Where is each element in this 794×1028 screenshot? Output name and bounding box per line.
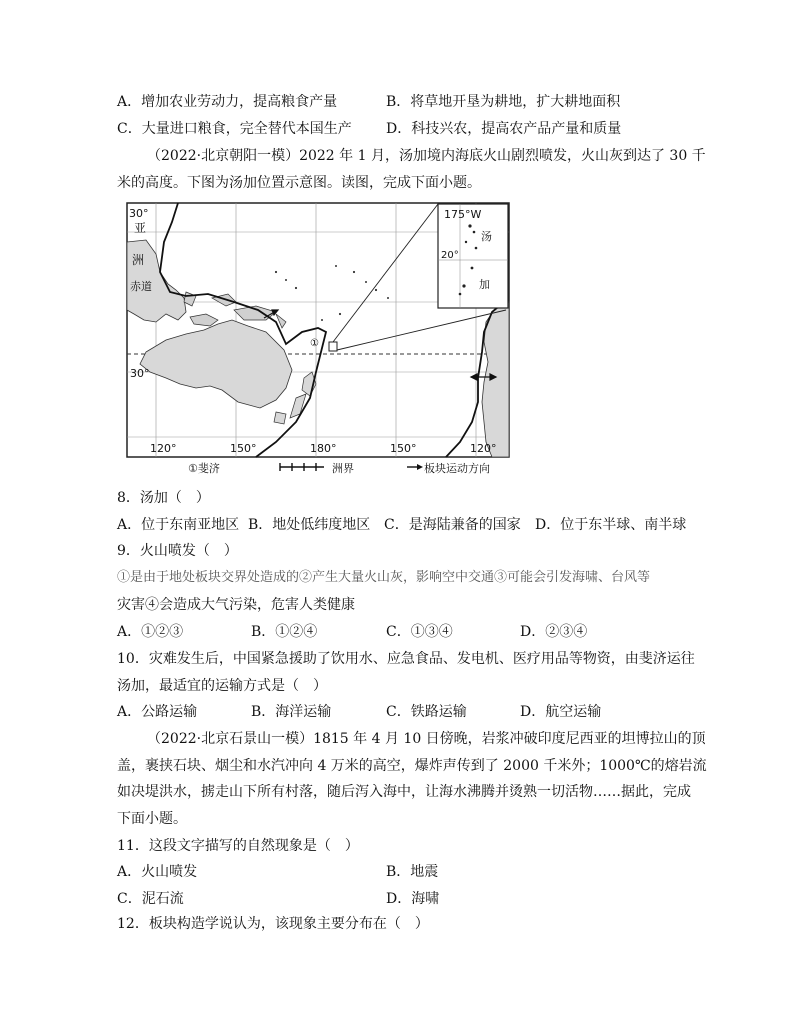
legend-boundary: 洲界 <box>332 462 354 475</box>
map-legend <box>126 458 510 476</box>
label-lon-120w: 120° <box>470 442 497 455</box>
q11-option-b: B．地震 <box>386 864 439 880</box>
q9-option-a: A．①②③ <box>117 624 184 640</box>
q8-stem: 8．汤加（ ） <box>117 490 210 506</box>
q10-option-b: B．海洋运输 <box>251 704 332 720</box>
label-inset-lat: 20° <box>441 250 459 261</box>
passage1-line2: 米的高度。下图为汤加位置示意图。读图，完成下面小题。 <box>117 175 481 191</box>
label-inset-jia: 加 <box>479 278 490 291</box>
q8-option-a: A．位于东南亚地区 <box>117 517 240 533</box>
passage2-line1: （2022·北京石景山一模）1815 年 4 月 10 日傍晚，岩浆冲破印度尼西亚的坦博拉山的顶 <box>147 731 706 747</box>
q7-option-a: A．增加农业劳动力，提高粮食产量 <box>117 94 338 110</box>
q7-option-c: C．大量进口粮食，完全替代本国生产 <box>117 121 352 137</box>
label-lon-180: 180° <box>310 442 337 455</box>
q9-statements-line1: ①是由于地处板块交界处造成的②产生大量火山灰，影响空中交通③可能会引发海啸、台风等 <box>117 570 651 585</box>
passage1-line1: （2022·北京朝阳一模）2022 年 1 月，汤加境内海底火山剧烈喷发，火山灰到达了 30 千 <box>147 148 706 164</box>
q7-option-d: D．科技兴农，提高农产品产量和质量 <box>386 121 622 137</box>
label-inset-lon: 175°W <box>444 208 482 221</box>
label-lon-120: 120° <box>150 442 177 455</box>
label-lon-150: 150° <box>230 442 257 455</box>
passage2-line2: 盖，裹挟石块、烟尘和水汽冲向 4 万米的高空，爆炸声传到了 2000 千米外；1000℃的熔岩流 <box>117 758 707 774</box>
legend-plate: 板块运动方向 <box>424 462 490 475</box>
tonga-location-map <box>126 202 510 476</box>
label-lat-bottom: 30° <box>130 367 150 380</box>
q9-stem: 9．火山喷发（ ） <box>117 543 238 559</box>
q10-line1: 10．灾难发生后，中国紧急援助了饮用水、应急食品、发电机、医疗用品等物资，由斐济运往 <box>117 651 695 667</box>
label-fiji-marker: ① <box>310 338 319 349</box>
legend-arrow-icon <box>406 463 424 471</box>
q9-option-b: B．①②④ <box>251 624 318 640</box>
q9-statements-line2: 灾害④会造成大气污染，危害人类健康 <box>117 597 355 613</box>
label-equator: 赤道 <box>130 280 152 293</box>
q11-stem: 11．这段文字描写的自然现象是（ ） <box>117 838 359 854</box>
q7-option-b: B．将草地开垦为耕地，扩大耕地面积 <box>386 94 621 110</box>
label-asia-zhou: 洲 <box>132 253 145 267</box>
label-lon-150w: 150° <box>390 442 417 455</box>
q8-option-b: B．地处低纬度地区 <box>248 517 371 533</box>
q8-option-c: C．是海陆兼备的国家 <box>384 517 521 533</box>
label-asia-ya: 亚 <box>134 221 147 235</box>
map-svg <box>126 202 510 458</box>
q11-option-c: C．泥石流 <box>117 891 184 907</box>
legend-fiji: ①斐济 <box>188 462 220 475</box>
legend-boundary-symbol <box>278 462 326 472</box>
label-lat-top: 30° <box>129 207 149 220</box>
q10-option-d: D．航空运输 <box>520 704 602 720</box>
q11-option-a: A．火山喷发 <box>117 864 198 880</box>
q12-stem: 12．板块构造学说认为，该现象主要分布在（ ） <box>117 916 429 932</box>
q9-option-d: D．②③④ <box>520 624 588 640</box>
q10-line2: 汤加，最适宜的运输方式是（ ） <box>117 678 327 694</box>
passage2-line4: 下面小题。 <box>117 811 187 827</box>
q9-option-c: C．①③④ <box>386 624 453 640</box>
passage2-line3: 如决堤洪水，掳走山下所有村落，随后泻入海中，让海水沸腾并烫熟一切活物……据此，完成 <box>117 784 691 800</box>
tasmania-land <box>274 412 286 424</box>
label-inset-tang: 汤 <box>481 230 492 243</box>
q8-option-d: D．位于东半球、南半球 <box>535 517 687 533</box>
q11-option-d: D．海啸 <box>386 891 440 907</box>
q10-option-c: C．铁路运输 <box>386 704 467 720</box>
q10-option-a: A．公路运输 <box>117 704 198 720</box>
